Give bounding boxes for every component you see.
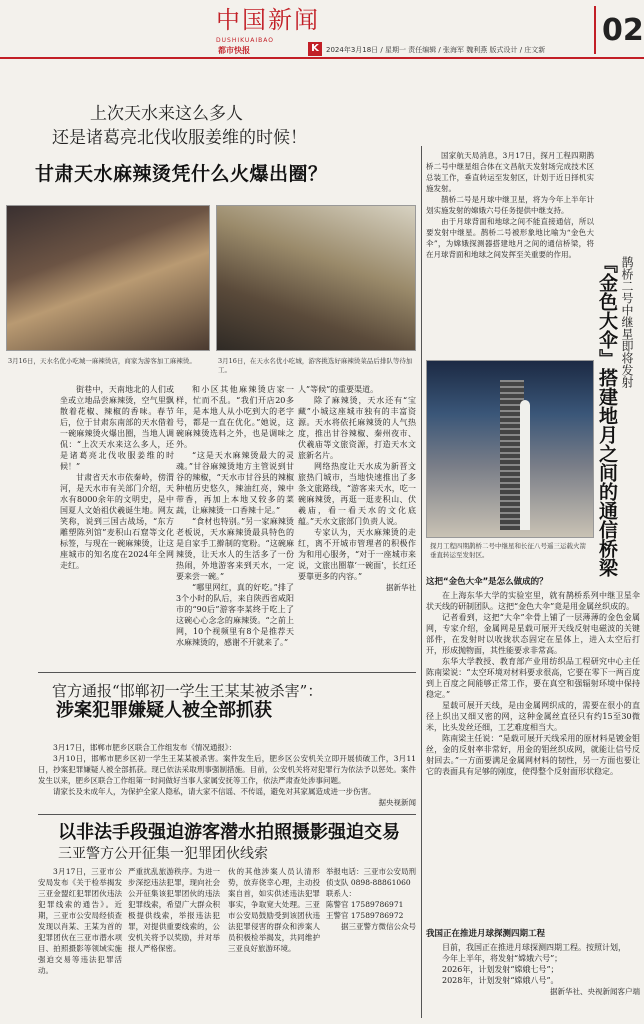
story4-source: 据新华社、央视新闻客户端 — [550, 987, 640, 996]
paragraph: 记者看到，这把“大伞”伞骨上铺了一层薄薄的金色金属网，专家介绍，金属网是星载可展开天线反射电磁波的关键部件，在发射时以收拢状态固定在星体上，进入太空后打开，形成抛物面，其性能要求非常高。 — [426, 613, 640, 655]
story3-source: 据三亚警方微信公众号 — [341, 922, 416, 931]
paragraph: 国家航天局消息，3月17日，探月工程四期鹊桥二号中继星组合体在文昌航天发射场完成技术区总装工作，垂直转运至发射区，计划于近日择机实施发射。 — [426, 151, 594, 193]
paragraph: 除了麻辣烫，天水还有“宝藏”小城这座城市独有的丰富资源。天水将依托麻辣烫的人气热度，推出甘谷辣椒、秦州夜市、伏羲庙等文旅资源，打造天水文旅新名片。 — [298, 396, 416, 460]
story1-headline: 甘肃天水麻辣烫凭什么火爆出圈？ — [35, 163, 328, 185]
paragraph: 和小区其他麻辣烫店家一样，忙而不乱。“我们开店20多年，是本地人从小吃到大的老字号，都是一直在优化。”她说，这碗麻辣烫选料之外，也是调味之外。 — [176, 385, 294, 449]
story4-body2 — [426, 942, 640, 997]
paragraph: 东华大学教授、教育部产业用纺织品工程研究中心主任陈南梁说：“太空环境对材料要求很高，它要在零下一两百度到上百度之间能够正常工作，要在真空和强辐射环境中保持稳定。” — [426, 657, 640, 699]
paragraph: “食材也特别。”另一家麻辣烫老板说，天水麻辣烫最具特色的是自家手工擀制的宽粉。“这碗麻辣烫，让天水人的生活多了一份热闹，外地游客来到天水，一定要来尝一碗。” — [176, 517, 294, 581]
masthead-rule — [0, 57, 644, 59]
paragraph: 严重扰乱旅游秩序。为进一步深挖违法犯罪，现向社会公开征集该犯罪团伙的违法犯罪线索，希望广大群众积极提供线索，举报违法犯罪，对提供重要线索的，公安机关将予以奖励，并对举报人严格保密。 — [128, 867, 220, 953]
divider — [38, 814, 416, 815]
story1-caption1: 3月16日，天水名优小吃城一麻辣烫店，商家为游客加工麻辣烫。 — [8, 357, 196, 365]
story4-subhead2: 我国正在推进月球探测四期工程 — [426, 929, 546, 939]
story2-source: 据央视新闻 — [378, 798, 416, 807]
story4-intro — [426, 150, 594, 260]
story1-caption2: 3月16日，在天水名优小吃城，游客挑选好麻辣烫菜品后排队等待加工。 — [218, 357, 413, 374]
paragraph: 3月17日，三亚市公安局发布《关于检举揭发三亚金盟红犯罪团伙违法犯罪线索的通告》。近期，三亚市公安局经侦查发现以肖某、王某为首的犯罪团伙在三亚市潜水项目、拍照摄影等领域实施强迫交易等违法犯罪活动。 — [38, 867, 122, 975]
story1-kicker-line1: 上次天水来这么多人 — [90, 104, 243, 124]
story4-kicker: 鹊桥二号中继星即将发射 — [620, 256, 634, 388]
story4-subhead: 这把“金色大伞”是怎么做成的？ — [426, 577, 548, 587]
story1-column-b — [176, 384, 294, 648]
divider — [38, 672, 416, 673]
page-number-bar — [594, 6, 596, 54]
paragraph: 鹊桥二号是月球中继卫星，将为今年上半年计划实施发射的嫦娥六号任务提供中继支持。 — [426, 195, 594, 215]
section-title: 中国新闻 — [216, 6, 320, 34]
paragraph: 人”等候”的重要渠道。 — [298, 385, 379, 394]
paragraph: 伙的其他涉案人员认清形势，放弃侥幸心理，主动投案自首，如实供述违法犯罪事实，争取宽大处理。三亚市公安局鼓励受到该团伙违法犯罪侵害的群众和涉案人员积极检举揭发，共同维护三亚良好旅游环境。 — [228, 867, 320, 953]
story3-headline: 以非法手段强迫游客潜水拍照摄影强迫交易 — [58, 822, 400, 843]
story2-kicker: 官方通报“邯郸初一学生王某某被杀害”： — [52, 682, 323, 700]
paragraph: 专家认为，天水麻辣烫的走红，离不开城市管理者的积极作为和用心服务，“对于一座城市来说，文旅出圈靠‘一碗面’，长红还要靠更多的内容。” — [298, 528, 416, 581]
story1-kicker-line2: 还是诸葛亮北伐收服姜维的时候！ — [52, 128, 307, 148]
paragraph: 2026年，计划发射“嫦娥七号”； — [442, 965, 559, 974]
paragraph: 3月10日，邯郸市肥乡区初一学生王某某被杀害。案件发生后，肥乡区公安机关立即开展侦破工作，3月11日，抄案犯罪嫌疑人被全部抓获。现已依法采取刑事强制措施。目前，公安机关将对犯罪行为依法予以惩处。案件发生以来，肥乡区联合工作组第一时间做好当事人家属安抚等工作，依法严肃查处涉事问题。 — [38, 754, 416, 785]
story1-photo-tourists — [216, 205, 416, 351]
story1-column-a — [60, 384, 174, 571]
paragraph: 由于月球背面和地球之间不能直接通信，所以要发射中继星。鹊桥二号被形象地比喻为“金色大伞”，为嫦娥探测器搭建地月之间的通信桥梁，将在月球背面和地球之间发挥至关重要的作用。 — [426, 217, 594, 259]
story4-caption: 探月工程四期鹊桥二号中继星和长征八号遥三运载火箭垂直转运至发射区。 — [430, 542, 586, 559]
rocket-illustration — [520, 400, 530, 530]
paragraph: “哪里网红，真的好吃。”排了3个小时的队后，来自陕西省咸阳市的“90后”游客李某终于吃上了这碗心心念念的麻辣烫。“之前上网，10个视频里有8个是推荐天水麻辣烫的，感谢不开就来了。” — [176, 583, 294, 647]
story4-body — [426, 590, 640, 777]
paragraph: 2028年，计划发射“嫦娥八号”。 — [442, 976, 559, 985]
story1-column-c — [298, 384, 416, 593]
issue-info: 2024年3月18日 / 星期一 责任编辑 / 张海军 魏利燕 版式设计 / 庄文新 — [326, 46, 546, 54]
paragraph: 在上海东华大学的实验室里，就有鹊桥系列中继卫星伞状天线的研制团队。这把“金色大伞”竟是用金属丝织成的。 — [426, 591, 640, 611]
story3-column-1 — [38, 866, 122, 976]
paragraph: 星载可展开天线，是由金属网织成的，需要在很小的直径上织出又细又密的网，这种金属丝直径只有约15至30微米，比头发丝还细，工艺难度相当大。 — [426, 701, 640, 732]
story2-body — [38, 742, 416, 808]
paragraph: 甘肃省天水市依秦岭，傍渭河，是天水市有关部门介绍，天水有8000余年的文明史，是中国夏人文始祖伏羲诞生地。网友笑称，说到三国古战场，“东方雕塑陈列馆”麦积山石窟等文化标签，与现在一碗麻辣烫，让这座城市的知名度在2024年全网走红。 — [60, 473, 174, 570]
paragraph: “这是天水麻辣烫最大的灵魂。”甘谷麻辣烫地方主管说到甘谷的辣椒，“天水市甘谷县的辣椒种植历史悠久，辣油红亮，辣中带香，再加上本地又较多的菜蔬，让麻辣烫一口香辣十足。” — [176, 451, 294, 515]
column-divider — [421, 146, 422, 1018]
story2-headline: 涉案犯罪嫌疑人被全部抓获 — [56, 700, 272, 721]
paragraph: 网络热度让天水成为新晋文旅热门城市，当地快速推出了多条文旅路线，“游客来天水，吃一碗麻辣烫，再逛一逛麦积山、伏羲庙，看一看天水的文化底蕴。”天水文旅部门负责人说。 — [298, 462, 416, 526]
brand-name: 都市快报 — [218, 46, 250, 55]
story3-kicker: 三亚警方公开征集一犯罪团伙线索 — [58, 846, 268, 862]
story3-column-2 — [128, 866, 220, 954]
page-number: 02 — [602, 13, 644, 48]
masthead-pinyin: DUSHIKUAIBAO — [216, 37, 274, 44]
paragraph: 请家长及未成年人，为保护全家人隐私，请大家不信谣、不传谣，避免对其家属造成进一步伤害。 — [53, 787, 376, 796]
story3-column-4 — [326, 866, 416, 932]
paragraph: 今年上半年，将发射“嫦娥六号”； — [442, 954, 563, 963]
brand-logo: K — [308, 42, 322, 56]
story1-photo-vendor — [6, 205, 210, 351]
paragraph: 街巷中，天南地北的人们或坐或立地品尝麻辣烫，空气里飘散着花椒、辣椒的香味。春节后，位于甘肃东南部的天水借着一碗麻辣烫火爆出圈，当地人调侃：“上次天水来这么多人，还是诸葛亮北伐收服姜维的时候！” — [60, 385, 174, 471]
paragraph: 陈南梁主任说：“是载可展开天线采用的原材料是镀金钼丝，金的反射率非常好，用金的钼丝织成网，就能让信号反射回去。”一方面要满足金属网材料的韧性，另一方面也要让它的表面具有足够的刚度，使得整个反射面形状稳定。 — [426, 734, 640, 776]
paragraph: 目前，我国正在推进月球探测四期工程。按照计划， — [442, 943, 626, 952]
story3-column-3 — [228, 866, 320, 954]
story4-headline: 『金色大伞』搭建地月之间的通信桥梁 — [596, 254, 618, 577]
story1-source: 据新华社 — [386, 583, 416, 592]
paragraph: 3月17日，邯郸市肥乡区联合工作组发布《情况通报》： — [53, 743, 237, 752]
paragraph: 举报电话：三亚市公安局刑侦支队 0898-88861060 联系人： 陈警官 17589786971 王警官 17589786972 — [326, 867, 416, 920]
